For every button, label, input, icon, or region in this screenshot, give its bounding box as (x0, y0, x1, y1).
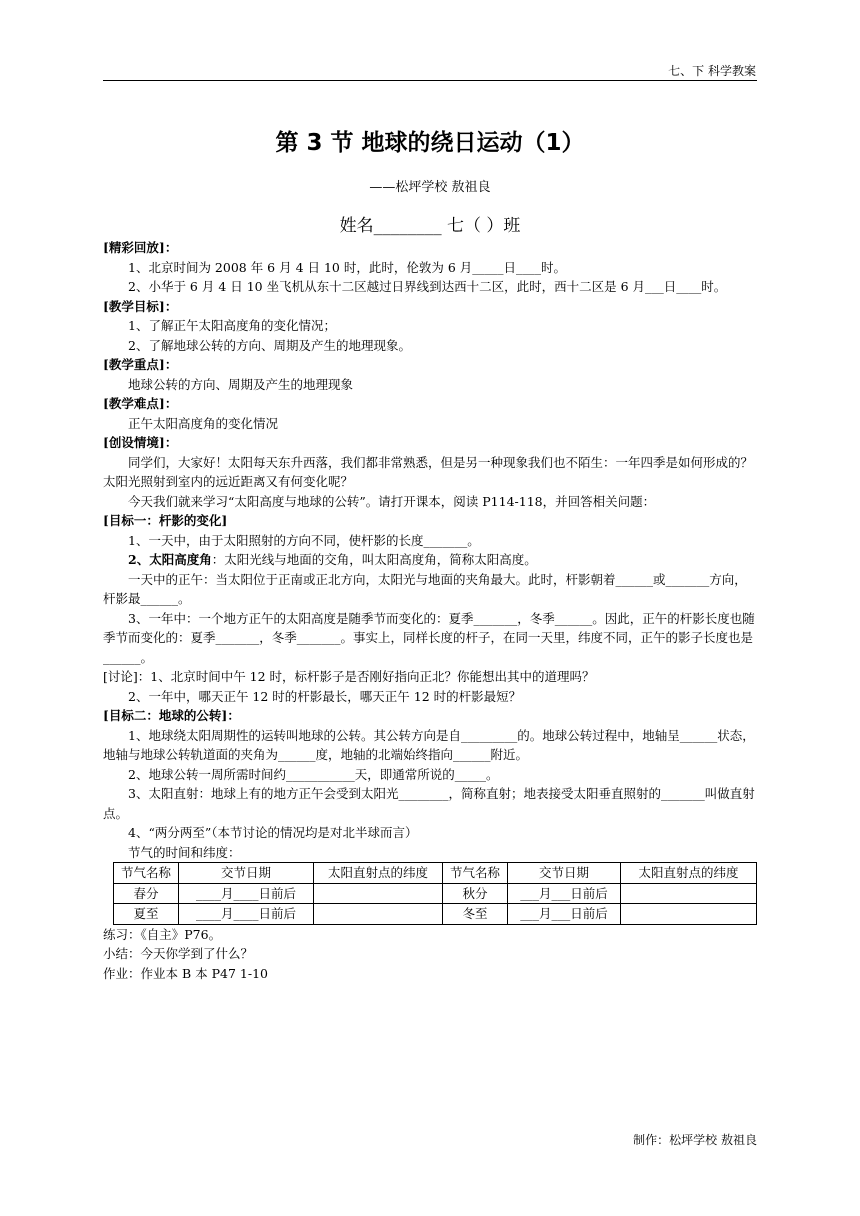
table-row (114, 904, 757, 925)
target-two-item-4: 4、“两分两至”（本节讨论的情况均是对北半球而言） (128, 825, 418, 840)
discussion-item-1: [讨论]：1、北京时间中午 12 时，标杆影子是否刚好指向正北？你能想出其中的道理吗？ (103, 669, 595, 684)
table-cell: 秋分 (443, 883, 508, 904)
sun-altitude-term: 2、太阳高度角 (128, 552, 212, 567)
table-cell: 夏至 (114, 904, 179, 925)
document-body (103, 238, 757, 983)
target-one-item-1: 1、一天中，由于太阳照射的方向不同，使杆影的长度_______。 (128, 532, 480, 548)
table-cell: 冬至 (443, 904, 508, 925)
table-cell: 春分 (114, 883, 179, 904)
page-title: 第 3 节 地球的绕日运动（1） (275, 130, 585, 156)
homework-line: 作业：作业本 B 本 P47 1-10 (103, 965, 268, 981)
target-one-noon: 一天中的正午：当太阳位于正南或正北方向，太阳光与地面的夹角最大。此时，杆影朝着______或_______方向，杆影最______。 (103, 571, 747, 606)
header-divider (103, 80, 757, 81)
table-cell: ____月____日前后 (179, 904, 314, 925)
difficulty-heading: [教学难点]： (103, 396, 178, 411)
target-two-item-1: 1、地球绕太阳周期性的运转叫地球的公转。其公转方向是自_________的。地球公转过程中，地轴呈______状态，地轴与地球公转轨道面的夹角为______度，地轴的北端始终指向______附近。 (103, 727, 755, 762)
table-header-cell: 太阳直射点的纬度 (621, 863, 757, 884)
key-points-text: 地球公转的方向、周期及产生的地理现象 (128, 376, 354, 392)
table-header-cell: 节气名称 (443, 863, 508, 884)
table-cell (621, 904, 757, 925)
target-one-item-3: 3、一年中：一个地方正午的太阳高度是随季节而变化的：夏季_______，冬季______。因此，正午的杆影长度也随季节而变化的：夏季_______，冬季_______。事实上，同样长度的杆子，在同一天里，纬度不同，正午的影子长度也是______。 (103, 610, 755, 665)
target-one-item-2 (103, 550, 757, 570)
discussion-item-2: 2、一年中，哪天正午 12 时的杆影最长，哪天正午 12 时的杆影最短？ (128, 688, 522, 704)
header-right-text: 七、下 科学教案 (668, 64, 756, 78)
difficulty-text: 正午太阳高度角的变化情况 (128, 415, 279, 431)
target-two-item-3: 3、太阳直射：地球上有的地方正午会受到太阳光________，简称直射；地表接受太阳垂直照射的_______叫做直射点。 (103, 786, 755, 821)
table-header-cell: 节气名称 (114, 863, 179, 884)
table-cell: ___月___日前后 (508, 883, 621, 904)
author-subtitle: ——松坪学校 敖祖良 (369, 180, 491, 195)
target-two-heading: [目标二：地球的公转]： (103, 708, 240, 723)
solar-terms-table (113, 862, 757, 925)
scenario-heading: [创设情境]： (103, 435, 178, 450)
scenario-paragraph-1: 同学们，大家好！太阳每天东升西落，我们都非常熟悉，但是另一种现象我们也不陌生：一年四季是如何形成的？太阳光照射到室内的远近距离又有何变化呢？ (103, 454, 754, 489)
goal-item-2: 2、了解地球公转的方向、周期及产生的地理现象。 (128, 337, 411, 353)
table-header-row (114, 863, 757, 884)
summary-line: 小结：今天你学到了什么？ (103, 946, 254, 961)
goal-item-1: 1、了解正午太阳高度角的变化情况； (128, 318, 336, 333)
student-name-line: 姓名________ 七（ ）班 (339, 216, 521, 236)
scenario-paragraph-2: 今天我们就来学习“太阳高度与地球的公转”。请打开课本，阅读 P114-118，并回答相关问题： (128, 493, 656, 509)
table-header-cell: 交节日期 (179, 863, 314, 884)
table-cell (621, 883, 757, 904)
table-cell (314, 904, 443, 925)
table-intro: 节气的时间和纬度： (128, 844, 241, 860)
review-item-2: 2、小华于 6 月 4 日 10 坐飞机从东十二区越过日界线到达西十二区，此时，西十二区是 6 月___日____时。 (128, 279, 727, 294)
goals-heading: [教学目标]： (103, 298, 178, 314)
table-cell: ___月___日前后 (508, 904, 621, 925)
table-header-cell: 交节日期 (508, 863, 621, 884)
footer-credit: 制作：松坪学校 敖祖良 (633, 1133, 757, 1147)
table-cell: ____月____日前后 (179, 883, 314, 904)
target-one-heading: [目标一：杆影的变化] (103, 513, 228, 528)
review-item-1: 1、北京时间为 2008 年 6 月 4 日 10 时，此时，伦敦为 6 月_____日____时。 (128, 259, 567, 275)
key-points-heading: [教学重点]： (103, 357, 178, 372)
table-row (114, 883, 757, 904)
table-cell (314, 883, 443, 904)
target-two-item-2: 2、地球公转一周所需时间约___________天，即通常所说的_____。 (128, 766, 499, 782)
practice-line: 练习：《自主》P76。 (103, 926, 222, 942)
review-heading: [精彩回放]： (103, 240, 178, 255)
table-header-cell: 太阳直射点的纬度 (314, 863, 443, 884)
sun-altitude-definition: ：太阳光线与地面的交角，叫太阳高度角，简称太阳高度。 (211, 552, 537, 567)
